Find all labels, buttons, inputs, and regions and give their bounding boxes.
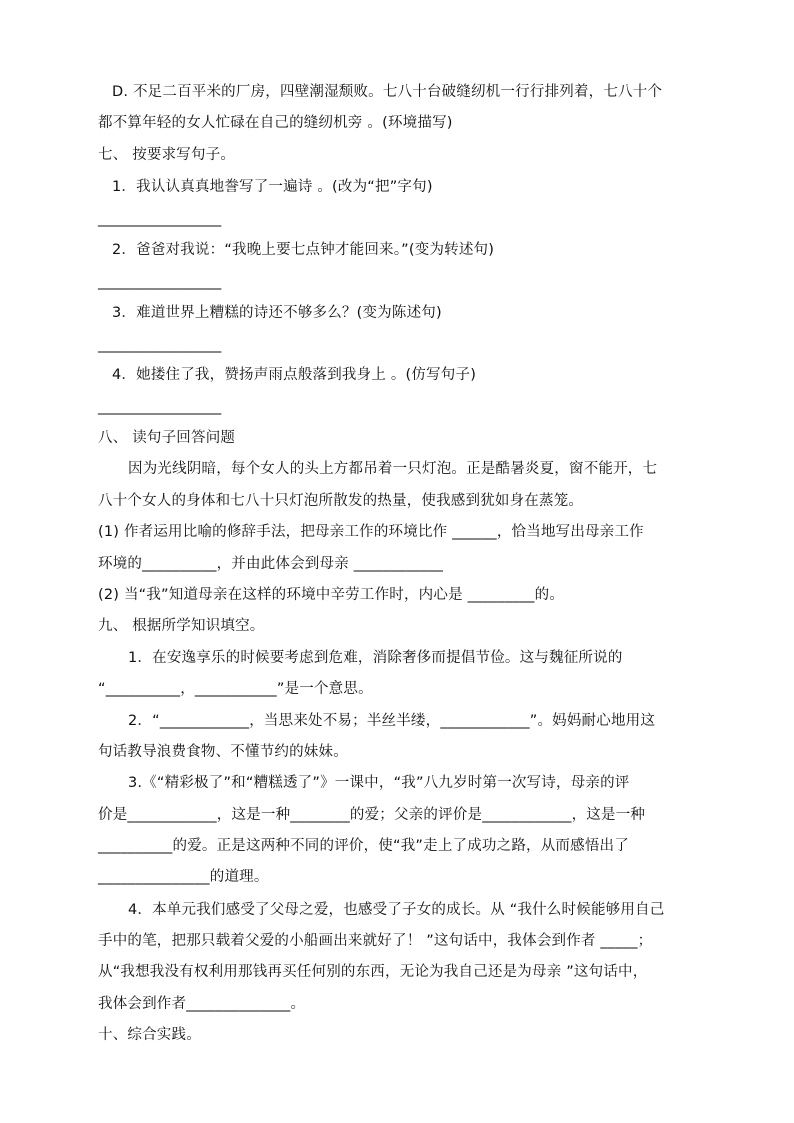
section-9-question-3-line-3: __________的爱。正是这两种不同的评价，使“我”走上了成功之路，从而感悟出了	[98, 838, 629, 854]
section-9-title: 九、 根据所学知识填空。	[98, 618, 265, 634]
section-8-question-2: (2) 当“我”知道母亲在这样的环境中辛劳工作时，内心是 _________的。	[98, 587, 565, 603]
section-9-question-2-line-1: 2．“____________，当思来处不易；半丝半缕，____________”。妈妈耐心地用这	[128, 713, 656, 729]
section-9-question-2-line-2: 句话教导浪费食物、不懂节约的妹妹。	[98, 744, 348, 760]
answer-line-2[interactable]: _________________	[98, 274, 222, 290]
section-9-question-4-line-4: 我体会到作者______________。	[98, 996, 306, 1012]
section-9-question-3-line-1: 3.《“精彩极了”和“糟糕透了”》一课中，“我”八九岁时第一次写诗，母亲的评	[128, 775, 630, 791]
section-8-title: 八、 读句子回答问题	[98, 430, 236, 446]
option-d-line-1: D. 不足二百平米的厂房，四壁潮湿颓败。七八十台破缝纫机一行行排列着，七八十个	[112, 84, 663, 100]
section-9-question-1-line-1: 1．在安逸享乐的时候要考虑到危难，消除奢侈而提倡节俭。这与魏征所说的	[128, 650, 623, 666]
section-8-question-1-line-1: (1) 作者运用比喻的修辞手法，把母亲工作的环境比作 ______，恰当地写出母亲工作	[98, 524, 644, 540]
answer-line-3[interactable]: _________________	[98, 337, 222, 353]
answer-line-4[interactable]: _________________	[98, 399, 222, 415]
section-7-item-4: 4．她搂住了我，赞扬声雨点般落到我身上 。(仿写句子)	[112, 367, 477, 383]
section-9-question-4-line-2: 手中的笔，把那只载着父爱的小船画出来就好了！ ”这句话中，我体会到作者 _____；	[98, 933, 653, 949]
section-9-question-3-line-2: 价是____________，这是一种________的爱；父亲的评价是____________，这是一种	[98, 807, 646, 823]
section-8-question-1-line-2: 环境的__________，并由此体会到母亲 ____________	[98, 556, 444, 572]
section-9-question-4-line-3: 从“我想我没有权利用那钱再买任何别的东西，无论为我自己还是为母亲 ”这句话中，	[98, 964, 648, 980]
section-9-question-4-line-1: 4．本单元我们感受了父母之爱，也感受了子女的成长。从 “我什么时候能够用自己	[128, 902, 665, 918]
section-9-question-3-line-4: _______________的道理。	[98, 869, 269, 885]
section-7-item-1: 1．我认认真真地誊写了一遍诗 。(改为“把”字句)	[112, 179, 433, 195]
option-d-line-2: 都不算年轻的女人忙碌在自己的缝纫机旁 。(环境描写)	[98, 115, 453, 131]
section-8-passage-line-1: 因为光线阴暗，每个女人的头上方都吊着一只灯泡。正是酷暑炎夏，窗不能开，七	[128, 461, 658, 477]
section-7-title: 七、 按要求写句子。	[98, 147, 236, 163]
section-9-question-1-line-2: “__________，___________”是一个意思。	[98, 681, 373, 697]
section-7-item-3: 3．难道世界上糟糕的诗还不够多么？(变为陈述句)	[112, 305, 442, 321]
section-7-item-2: 2．爸爸对我说：“我晚上要七点钟才能回来。”(变为转述句)	[112, 242, 495, 258]
section-10-title: 十、综合实践。	[98, 1027, 201, 1043]
answer-line-1[interactable]: _________________	[98, 211, 222, 227]
section-8-passage-line-2: 八十个女人的身体和七八十只灯泡所散发的热量，使我感到犹如身在蒸笼。	[98, 493, 584, 509]
